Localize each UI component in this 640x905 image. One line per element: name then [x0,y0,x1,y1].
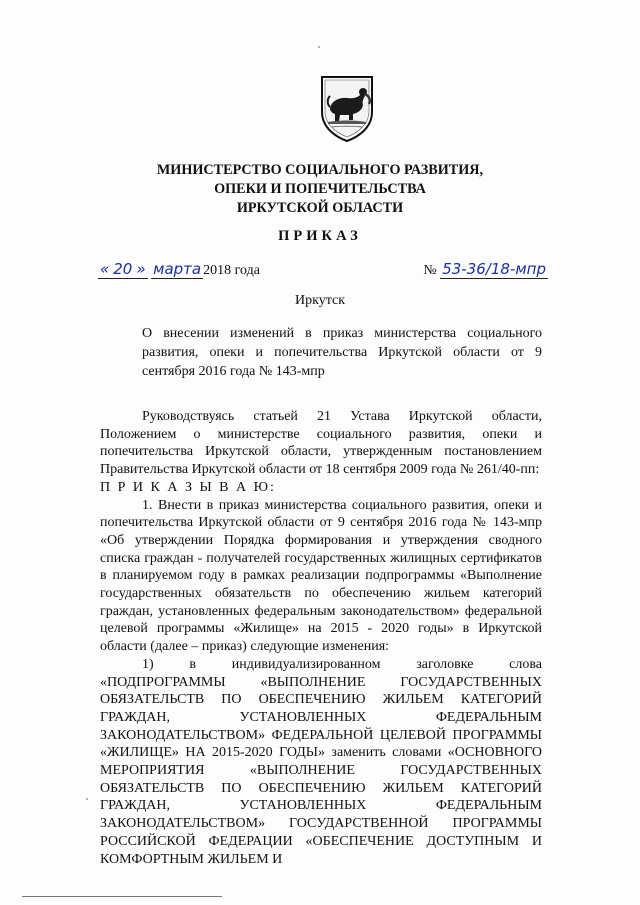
item-1-subitem-1-paragraph: 1) в индивидуализированном заголовке слова «ПОДПРОГРАММЫ «ВЫПОЛНЕНИЕ ГОСУДАРСТВЕННЫХ ОБЯЗАТЕЛЬСТВ ПО ОБЕСПЕЧЕНИЮ ЖИЛЬЕМ КАТЕГОРИЙ ГРАЖДАН, УСТАНОВЛЕННЫХ ФЕДЕРАЛЬНЫМ ЗАКОНОДАТЕЛЬСТВОМ» ФЕДЕРАЛЬНОЙ ЦЕЛЕВОЙ ПРОГРАММЫ «ЖИЛИЩЕ» НА 2015-2020 ГОДЫ» заменить словами «ОСНОВНОГО МЕРОПРИЯТИЯ «ВЫПОЛНЕНИЕ ГОСУДАРСТВЕННЫХ ОБЯЗАТЕЛЬСТВ ПО ОБЕСПЕЧЕНИЮ ЖИЛЬЕМ КАТЕГОРИЙ ГРАЖДАН, УСТАНОВЛЕННЫХ ФЕДЕРАЛЬНЫМ ЗАКОНОДАТЕЛЬСТВОМ» ГОСУДАРСТВЕННОЙ ПРОГРАММЫ РОССИЙСКОЙ ФЕДЕРАЦИИ «ОБЕСПЕЧЕНИЕ ДОСТУПНЫМ И КОМФОРТНЫМ ЖИЛЬЕМ И [100,656,542,867]
date-number-line [98,260,548,286]
document-number [423,260,548,279]
date-day-handwritten: 20 [113,260,133,278]
document-date [98,260,260,279]
ministry-name [100,161,540,218]
ministry-line-2: ОПЕКИ И ПОПЕЧИТЕЛЬСТВА [214,181,426,197]
date-year: 2018 года [203,263,260,278]
number-handwritten: 53-36/18-мпр [442,260,546,278]
city-name: Иркутск [294,293,346,308]
document-subject: О внесении изменений в приказ министерства социального развития, опеки и попечительства Иркутской области от 9 сентября 2016 года № 143-мпр [142,326,542,379]
number-prefix: № [423,263,437,278]
document-kind-title: ПРИКАЗ [278,228,362,244]
scan-speck [318,46,320,48]
ministry-line-3: ИРКУТСКОЙ ОБЛАСТИ [236,200,404,216]
scan-speck [86,798,88,800]
item-1-paragraph: 1. Внести в приказ министерства социального развития, опеки и попечительства Иркутской области от 9 сентября 2016 года № 143-мпр «Об утверждении Порядка формирования и утверждения сводного списка граждан - получателей государственных жилищных сертификатов в планируемом году в рамках реализации подпрограммы «Выполнение государственных обязательств по обеспечению жильем категорий граждан, установленных федеральным законодательством» федеральной целевой программы «Жилище» на 2015 - 2020 годы» в Иркутской области (далее – приказ) следующие изменения: [100,497,542,655]
date-open-quote: « [100,260,110,278]
date-month-handwritten: марта [153,260,202,278]
ministry-line-1: МИНИСТЕРСТВО СОЦИАЛЬНОГО РАЗВИТИЯ, [156,162,484,178]
irkutsk-coat-of-arms-icon [318,74,376,144]
document-body [100,408,542,868]
preamble-paragraph: Руководствуясь статьей 21 Устава Иркутской области, Положением о министерстве социального развития, опеки и попечительства Иркутской области, утвержденным постановлением Правительства Иркутской области от 18 сентября 2009 года № 261/40-пп: [100,409,542,478]
order-word: П Р И К А З Ы В А Ю: [100,479,276,495]
date-close-quote: » [136,260,146,278]
footer-rule [22,896,222,897]
